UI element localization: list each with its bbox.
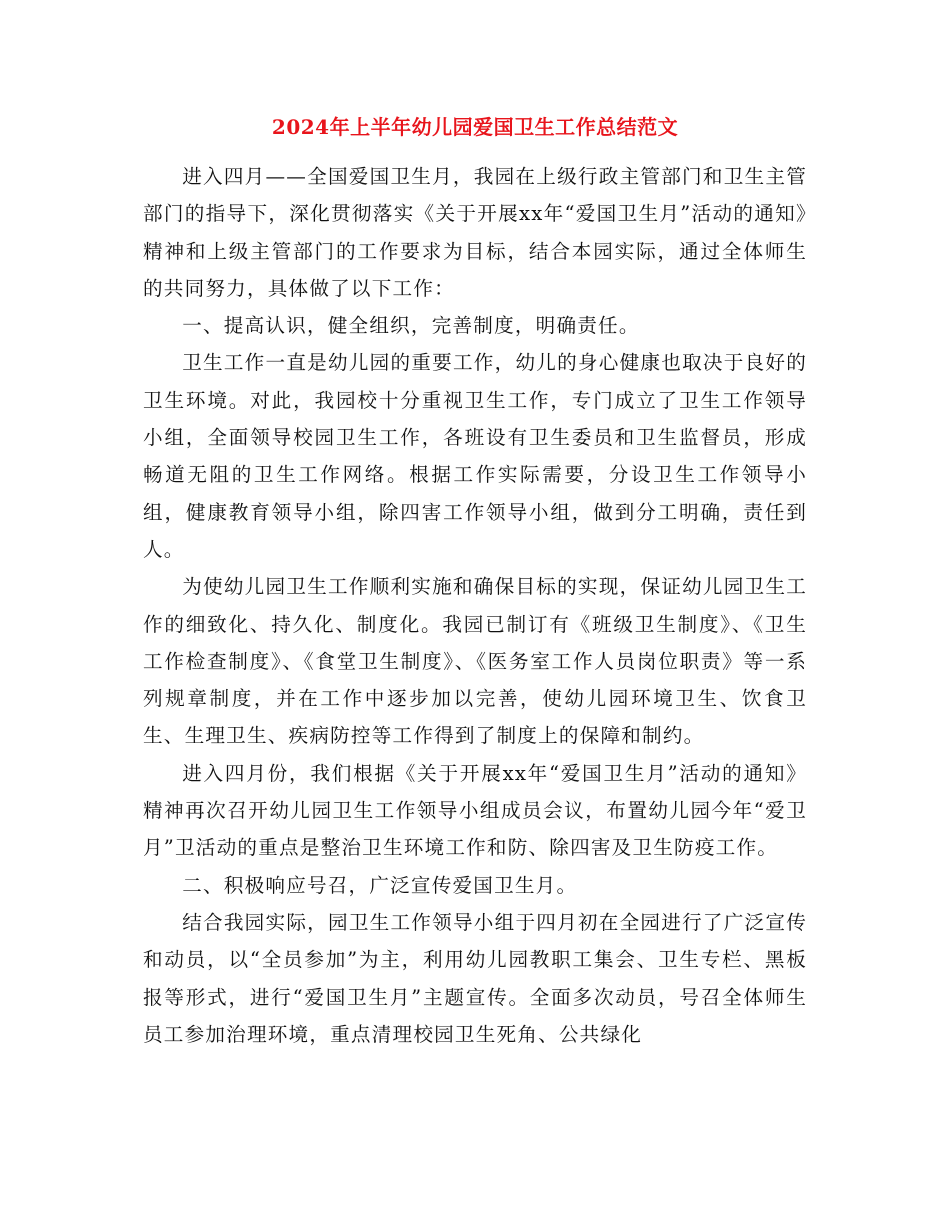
paragraph-organization: 卫生工作一直是幼儿园的重要工作，幼儿的身心健康也取决于良好的卫生环境。对此，我园校十分重视卫生工作，专门成立了卫生工作领导小组，全面领导校园卫生工作，各班设有卫生委员和卫生监督员，形成畅道无阻的卫生工作网络。根据工作实际需要，分设卫生工作领导小组，健康教育领导小组，除四害工作领导小组，做到分工明确，责任到人。 bbox=[143, 351, 807, 561]
paragraph-regulations: 为使幼儿园卫生工作顺利实施和确保目标的实现，保证幼儿园卫生工作的细致化、持久化、制度化。我园已制订有《班级卫生制度》、《卫生工作检查制度》、《食堂卫生制度》、《医务室工作人员岗位职责》等一系列规章制度，并在工作中逐步加以完善，使幼儿园环境卫生、饮食卫生、生理卫生、疾病防控等工作得到了制度上的保障和制约。 bbox=[143, 575, 807, 748]
paragraph-publicity: 结合我园实际，园卫生工作领导小组于四月初在全园进行了广泛宣传和动员，以“全员参加”为主，利用幼儿园教职工集会、卫生专栏、黑板报等形式，进行“爱国卫生月”主题宣传。全面多次动员，号召全体师生员工参加治理环境，重点清理校园卫生死角、公共绿化 bbox=[143, 910, 807, 1046]
document-title: 2024年上半年幼儿园爱国卫生工作总结范文 bbox=[271, 115, 679, 139]
document-body bbox=[143, 158, 807, 1053]
paragraph-intro: 进入四月——全国爱国卫生月，我园在上级行政主管部门和卫生主管部门的指导下，深化贯彻落实《关于开展xx年“爱国卫生月”活动的通知》精神和上级主管部门的工作要求为目标，结合本园实际，通过全体师生的共同努力，具体做了以下工作： bbox=[143, 165, 807, 300]
section-heading-1: 一、提高认识，健全组织，完善制度，明确责任。 bbox=[182, 314, 640, 338]
paragraph-april-meeting: 进入四月份，我们根据《关于开展xx年“爱国卫生月”活动的通知》精神再次召开幼儿园卫生工作领导小组成员会议，布置幼儿园今年“爱卫月”卫活动的重点是整治卫生环境工作和防、除四害及卫生防疫工作。 bbox=[143, 761, 807, 860]
section-heading-2: 二、积极响应号召，广泛宣传爱国卫生月。 bbox=[182, 873, 578, 897]
